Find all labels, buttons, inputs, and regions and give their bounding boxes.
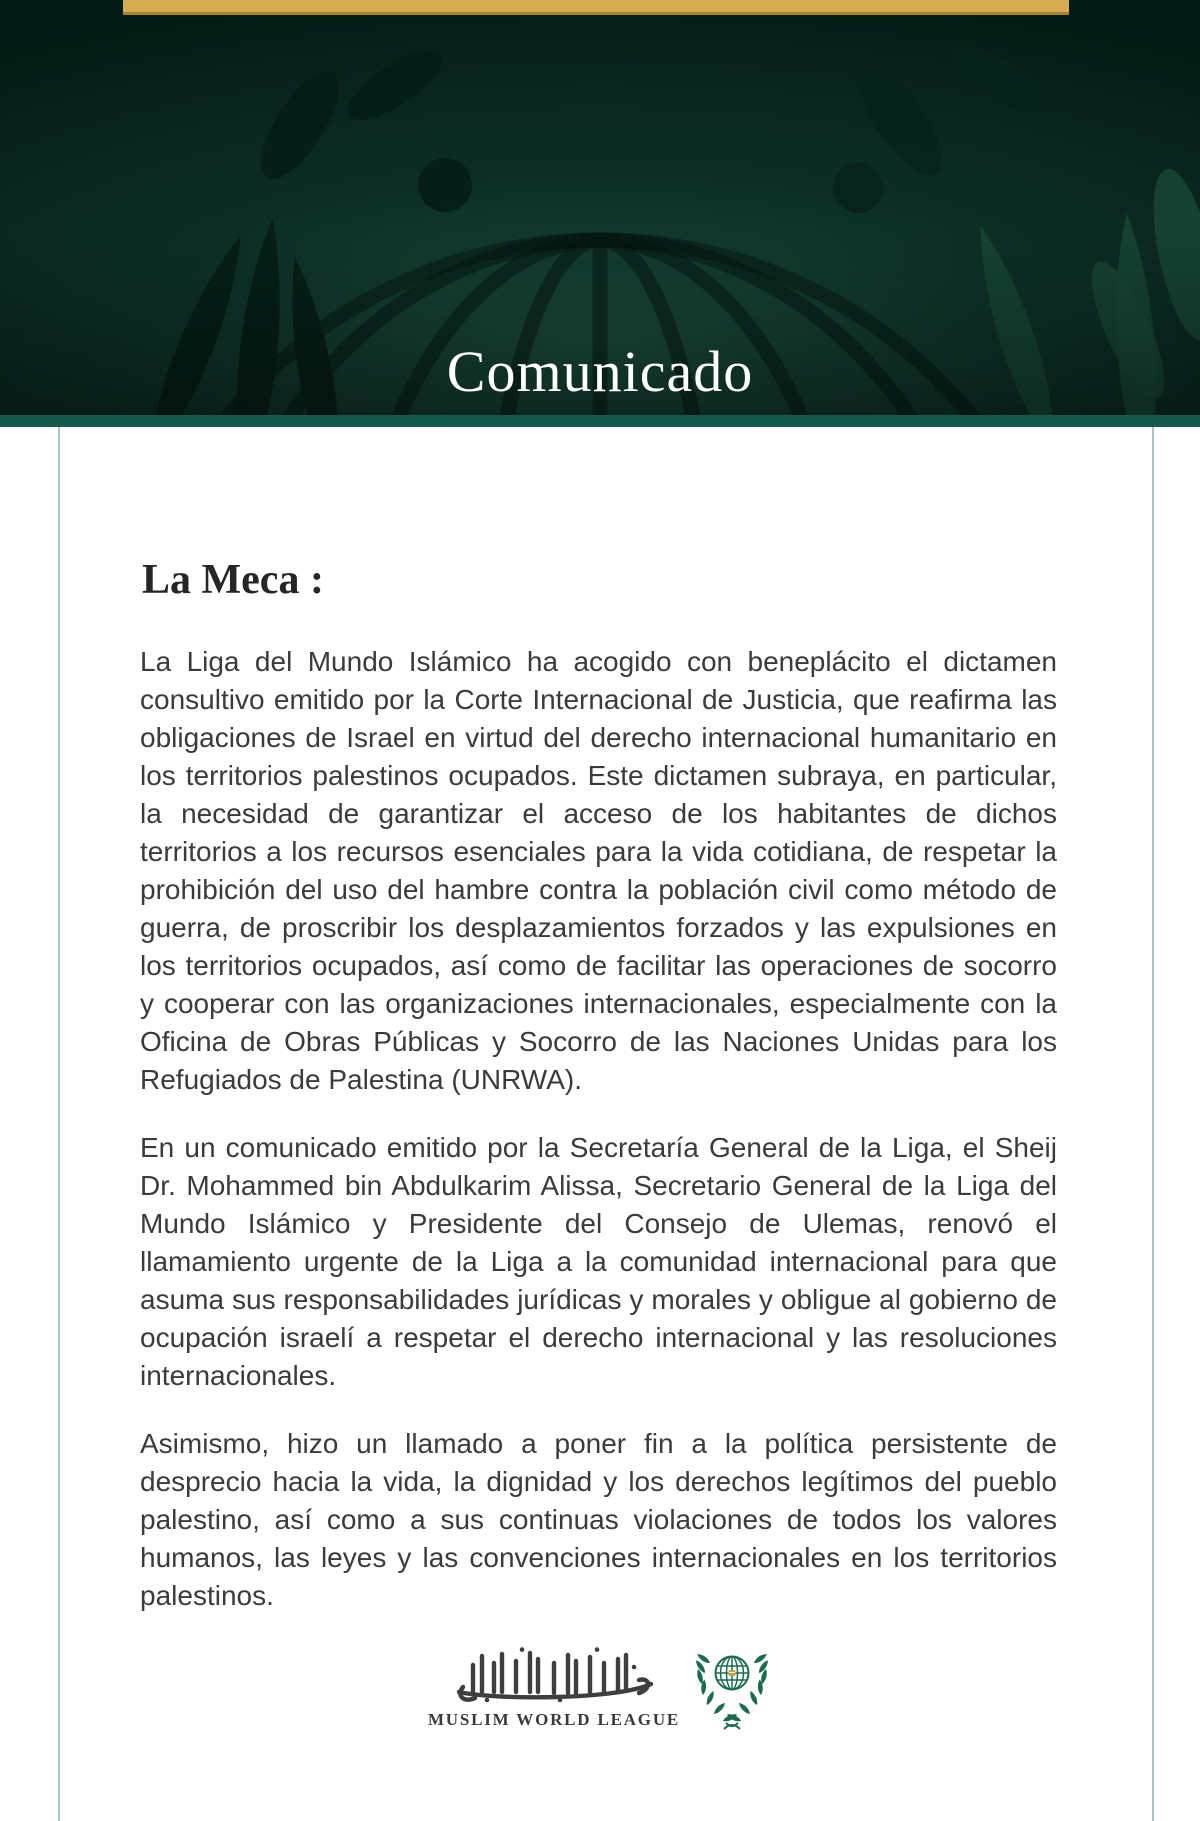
paragraph-2: En un comunicado emitido por la Secretaría General de la Liga, el Sheij Dr. Mohammed bin Abdulkarim Alissa, Secretario General de la Liga del Mundo Islámico y Presidente del Consejo de Ulemas, renovó el llamamiento urgente de la Liga a la comunidad internacional para que asuma sus responsabilidades jurídicas y morales y obligue al gobierno de ocupación israelí a respetar el derecho internacional y las resoluciones internacionales. — [140, 1132, 1057, 1392]
muslim-world-league-logo — [140, 1645, 1057, 1731]
kaaba-icon — [729, 1670, 736, 1676]
teal-divider-band — [0, 415, 1200, 427]
paragraph-3: Asimismo, hizo un llamado a poner fin a la política persistente de desprecio hacia la vida, la dignidad y los derechos legítimos del pueblo palestino, así como a sus continuas violaciones de todos los valores humanos, las leyes y las convenciones internacionales en los territorios palestinos. — [140, 1428, 1057, 1612]
dateline-heading: La Meca : — [142, 557, 324, 603]
communique-body — [140, 427, 1057, 1731]
globe-icon — [715, 1657, 749, 1690]
gold-accent-bar — [123, 0, 1069, 15]
page-frame-left-line — [58, 427, 60, 1821]
page-frame-right-line — [1152, 427, 1154, 1821]
paragraph-1: La Liga del Mundo Islámico ha acogido con beneplácito el dictamen consultivo emitido por la Corte Internacional de Justicia, que reafirma las obligaciones de Israel en virtud del derecho internacional humanitario en los territorios palestinos ocupados. Este dictamen subraya, en particular, la necesidad de garantizar el acceso de los habitantes de dichos territorios a los recursos esenciales para la vida cotidiana, de respetar la prohibición del uso del hambre contra la población civil como método de guerra, de proscribir los desplazamientos forzados y las expulsiones en los territorios ocupados, así como de facilitar las operaciones de socorro y cooperar con las organizaciones internacionales, especialmente con la Oficina de Obras Públicas y Socorro de las Naciones Unidas para los Refugiados de Palestina (UNRWA). — [140, 646, 1057, 1096]
communique-paragraphs — [140, 643, 1057, 1615]
organization-name: MUSLIM WORLD LEAGUE — [427, 1709, 681, 1729]
globe-wreath-emblem-icon — [695, 1645, 769, 1731]
logo-text-block — [428, 1647, 680, 1730]
arabic-calligraphy-icon — [449, 1647, 659, 1705]
communique-header-banner — [0, 0, 1200, 415]
page-title: Comunicado — [446, 338, 754, 404]
